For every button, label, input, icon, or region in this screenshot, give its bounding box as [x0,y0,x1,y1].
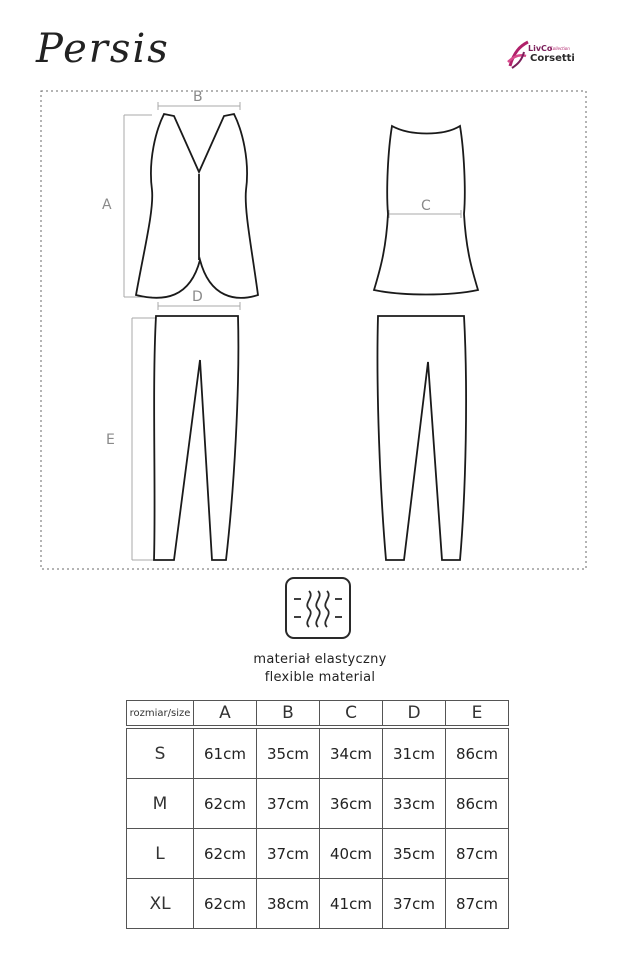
product-title: Persis [36,26,170,72]
table-row [127,829,509,879]
trousers-front-drawing [154,316,238,560]
value-cell: 36cm [320,779,383,829]
value-cell: 87cm [446,879,509,929]
dimension-label-c: C [421,198,431,214]
dimension-label-b: B [193,89,203,105]
material-label-pl: materiał elastyczny [253,652,387,667]
brand-logo [506,38,590,74]
dimension-label-e: E [106,432,115,448]
column-header: E [446,701,509,726]
value-cell: 62cm [194,779,257,829]
size-cell: M [127,779,194,829]
value-cell: 87cm [446,829,509,879]
value-cell: 31cm [383,729,446,779]
size-cell: S [127,729,194,779]
value-cell: 35cm [383,829,446,879]
size-cell: XL [127,879,194,929]
dimension-lines [124,102,461,560]
brand-tagline: Collection [550,46,570,51]
measurement-diagram [40,90,587,570]
column-header: B [257,701,320,726]
table-row [127,729,509,779]
value-cell: 61cm [194,729,257,779]
diagram-frame [41,91,586,569]
flexible-material-icon [285,577,351,639]
value-cell: 86cm [446,779,509,829]
vest-front-drawing [136,114,258,298]
value-cell: 86cm [446,729,509,779]
value-cell: 37cm [257,779,320,829]
value-cell: 38cm [257,879,320,929]
table-row [127,779,509,829]
size-table [126,700,509,929]
value-cell: 34cm [320,729,383,779]
column-header: C [320,701,383,726]
garment-drawings [40,90,587,570]
value-cell: 33cm [383,779,446,829]
size-cell: L [127,829,194,879]
value-cell: 41cm [320,879,383,929]
value-cell: 37cm [257,829,320,879]
value-cell: 37cm [383,879,446,929]
material-label-en: flexible material [264,670,376,685]
value-cell: 40cm [320,829,383,879]
table-row [127,879,509,929]
dimension-label-a: A [102,197,112,213]
value-cell: 35cm [257,729,320,779]
size-table-header [127,701,509,726]
brand-name-line1: LivCo [528,44,553,53]
column-header: A [194,701,257,726]
size-table-corner: rozmiar/size [127,701,194,726]
dimension-label-d: D [192,289,203,305]
trousers-back-drawing [377,316,466,560]
value-cell: 62cm [194,829,257,879]
brand-name-line2: Corsetti [530,53,575,64]
value-cell: 62cm [194,879,257,929]
column-header: D [383,701,446,726]
